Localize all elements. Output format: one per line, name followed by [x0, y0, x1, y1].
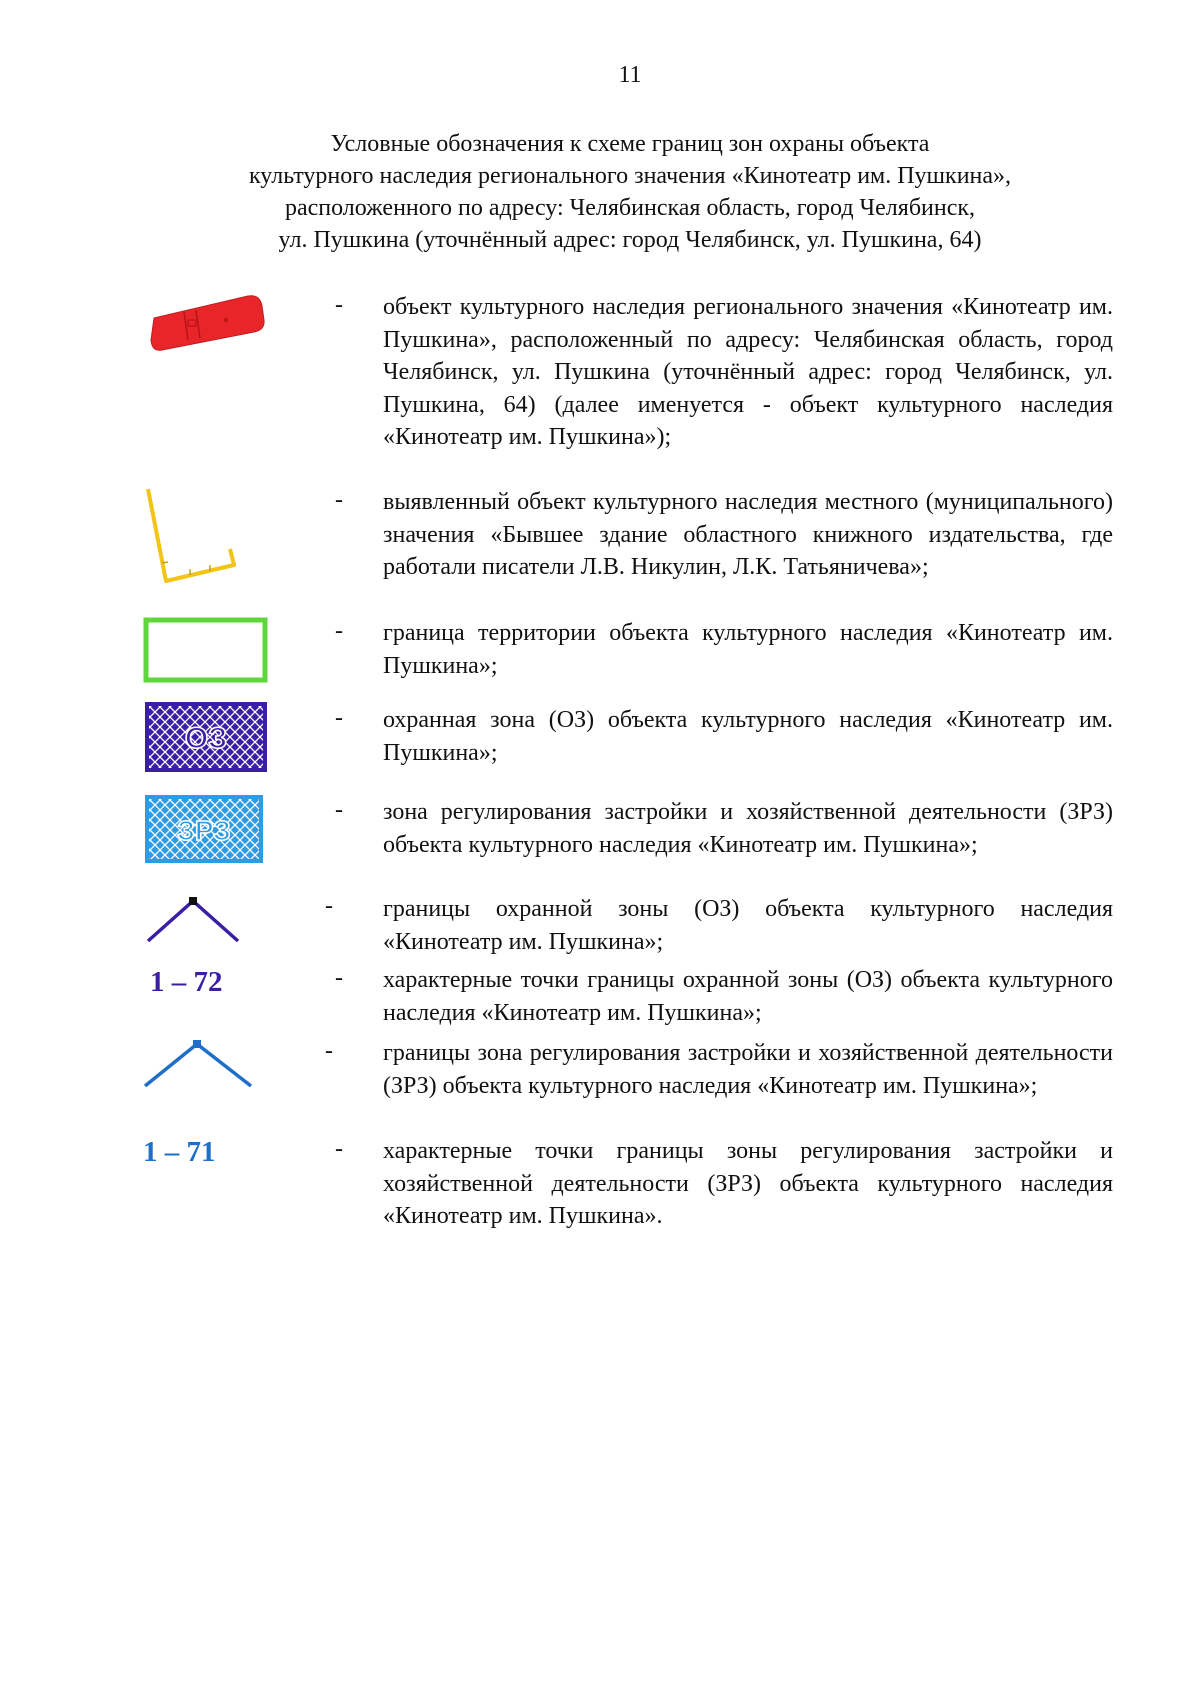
- legend-dash-3: -: [335, 618, 343, 644]
- zrz-zone-label: ЗРЗ: [177, 815, 231, 846]
- legend-text-2: выявленный объект культурного наследия местного (муниципального) значения «Бывшее здание областного книжного издательства, где работали писатели Л.В. Никулин, Л.К. Татьяничева»;: [383, 489, 1113, 580]
- legend-text-5: зона регулирования застройки и хозяйственной деятельности (ЗРЗ) объекта культурного наследия «Кинотеатр им. Пушкина»;: [383, 799, 1113, 858]
- legend-text-3: граница территории объекта культурного наследия «Кинотеатр им. Пушкина»;: [383, 620, 1113, 679]
- legend-text-9: характерные точки границы зоны регулирования застройки и хозяйственной деятельности (ЗРЗ) объекта культурного наследия «Кинотеатр им. Пушкина».: [383, 1138, 1113, 1229]
- legend-text-1: объект культурного наследия регионального значения «Кинотеатр им. Пушкина», расположенный по адресу: Челябинская область, город Челябинск, ул. Пушкина (уточнённый адрес: город Челябинск, ул. Пушкина, 64) (далее именуется - объект культурного наследия «Кинотеатр им. Пушкина»);: [383, 294, 1113, 450]
- title-line-4: ул. Пушкина (уточнённый адрес: город Челябинск, ул. Пушкина, 64): [278, 227, 982, 253]
- title-line-2: культурного наследия регионального значения «Кинотеатр им. Пушкина»,: [248, 163, 1012, 189]
- oz-hatched-zone-icon: [145, 702, 267, 772]
- legend-dash-7: -: [335, 965, 343, 991]
- oz-zone-label: ОЗ: [184, 722, 228, 755]
- zrz-points-label: 1 – 71: [143, 1136, 216, 1168]
- legend-dash-2: -: [335, 487, 343, 513]
- zrz-hatched-zone-icon: [145, 795, 263, 863]
- legend-dash-9: -: [335, 1136, 343, 1162]
- oz-points-label: 1 – 72: [150, 966, 223, 998]
- legend-dash-5: -: [335, 797, 343, 823]
- legend-dash-1: -: [335, 292, 343, 318]
- legend-dash-6: -: [325, 893, 333, 919]
- green-rectangle-icon: [143, 617, 268, 683]
- page-title: [140, 128, 1120, 256]
- legend-dash-4: -: [335, 705, 343, 731]
- red-building-icon: [148, 290, 268, 356]
- legend-text-6: границы охранной зоны (ОЗ) объекта культурного наследия «Кинотеатр им. Пушкина»;: [383, 896, 1113, 955]
- title-line-1: Условные обозначения к схеме границ зон охраны объекта: [330, 131, 930, 157]
- oz-boundary-line-icon: [145, 895, 245, 945]
- legend-text-8: границы зона регулирования застройки и хозяйственной деятельности (ЗРЗ) объекта культурного наследия «Кинотеатр им. Пушкина»;: [383, 1040, 1113, 1099]
- yellow-building-outline-icon: [138, 485, 248, 589]
- legend-text-4: охранная зона (ОЗ) объекта культурного наследия «Кинотеатр им. Пушкина»;: [383, 707, 1113, 766]
- title-line-3: расположенного по адресу: Челябинская область, город Челябинск,: [284, 195, 976, 221]
- page-number: 11: [618, 62, 642, 88]
- legend-text-7: характерные точки границы охранной зоны (ОЗ) объекта культурного наследия «Кинотеатр им. Пушкина»;: [383, 967, 1113, 1026]
- zrz-boundary-line-icon: [142, 1038, 254, 1090]
- legend-dash-8: -: [325, 1038, 333, 1064]
